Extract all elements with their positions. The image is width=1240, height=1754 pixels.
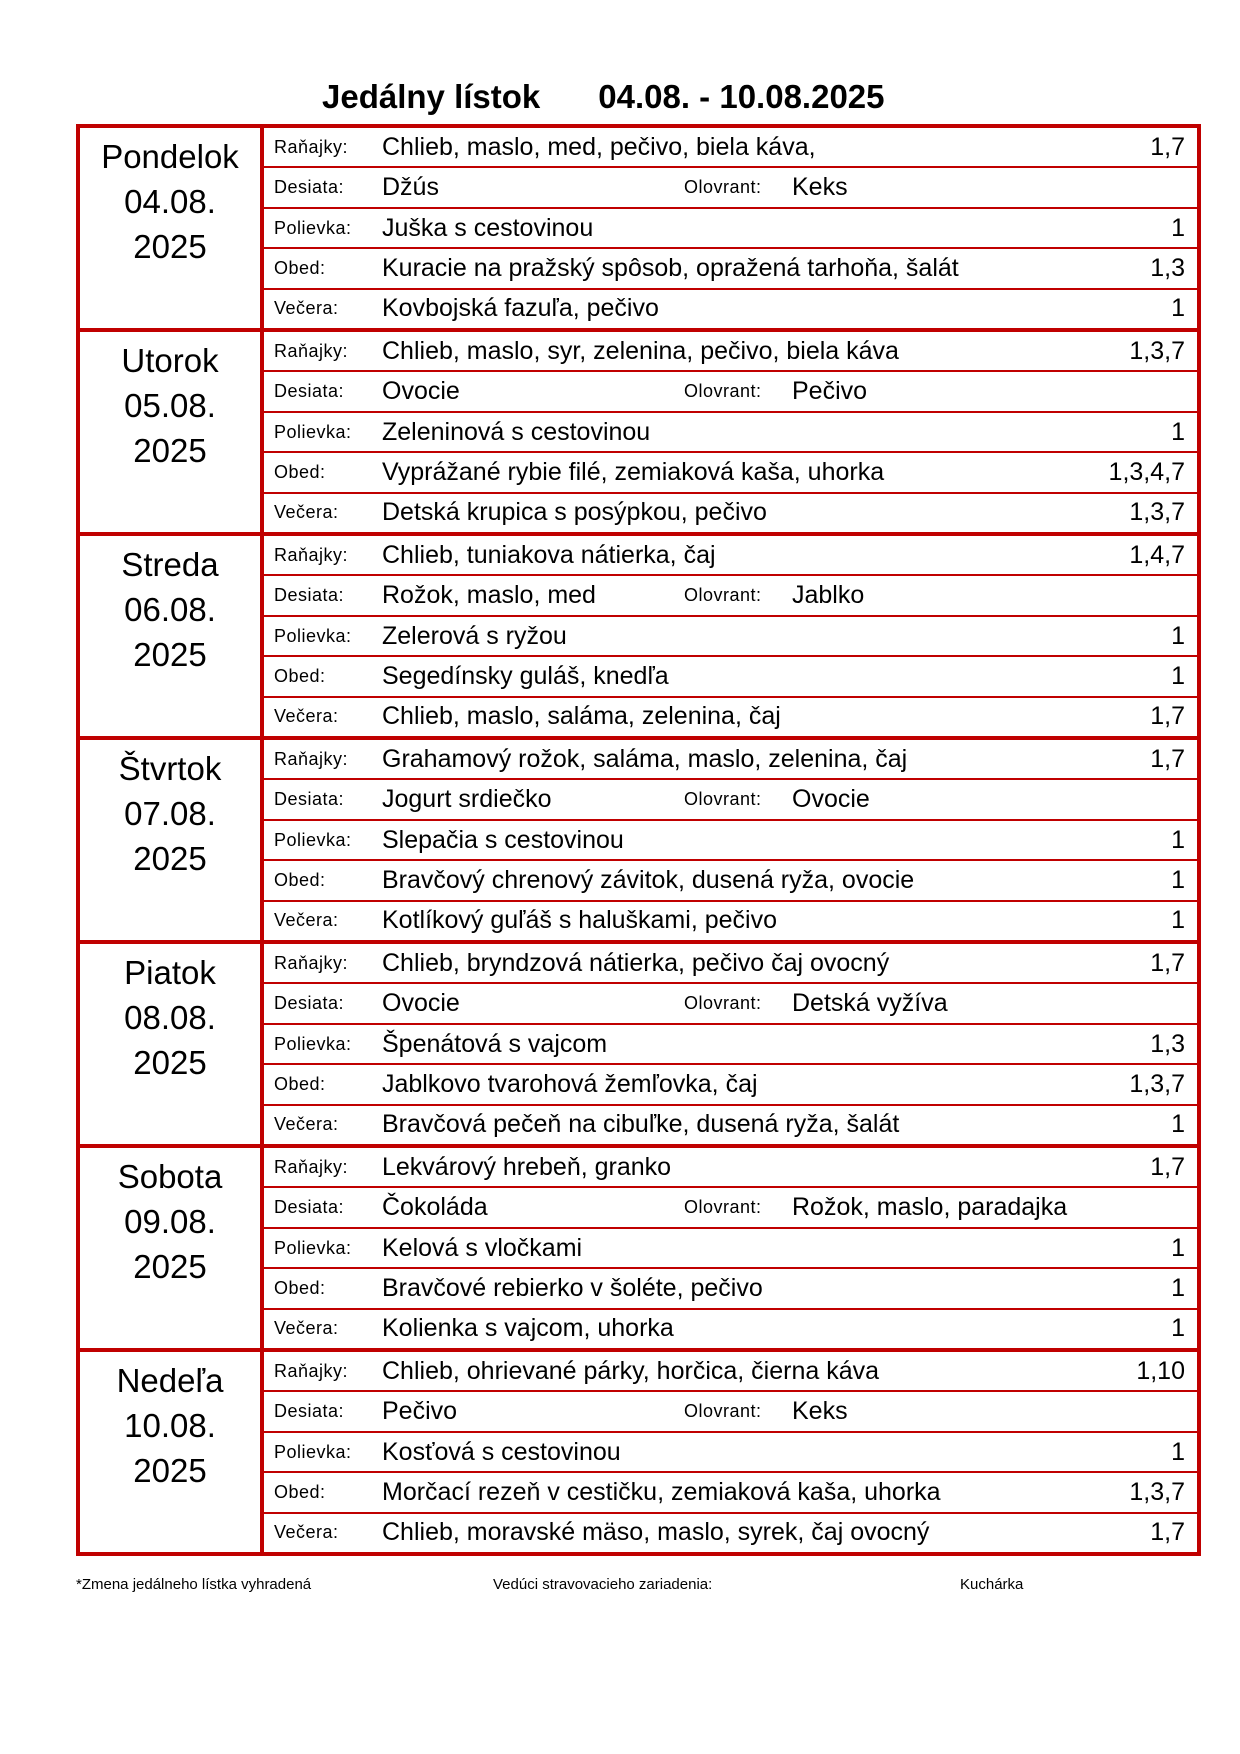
day-name: Pondelok <box>101 138 239 175</box>
meal-text: Chlieb, maslo, saláma, zelenina, čaj <box>382 702 781 731</box>
meal-row-lunch <box>264 1267 1197 1307</box>
meal-text: Chlieb, moravské mäso, maslo, syrek, čaj ovocný <box>382 1518 930 1547</box>
meal-text: Chlieb, ohrievané párky, horčica, čierna káva <box>382 1356 880 1385</box>
meal-label: Obed: <box>274 1073 326 1094</box>
day-date: 04.08. <box>124 183 216 220</box>
meal-label: Desiata: <box>274 789 345 810</box>
afternoon-snack-text: Detská vyžíva <box>792 989 948 1018</box>
footer-manager: Vedúci stravovacieho zariadenia: <box>493 1576 713 1593</box>
meal-text: Kosťová s cestovinou <box>382 1437 621 1466</box>
allergens: 1,3 <box>1150 1029 1185 1058</box>
day-name: Piatok <box>124 954 216 991</box>
day-block <box>76 124 1201 332</box>
meal-text: Bravčová pečeň na cibuľke, dusená ryža, šalát <box>382 1110 900 1139</box>
meal-row-soup <box>264 1431 1197 1471</box>
day-date: 07.08. <box>124 795 216 832</box>
allergens: 1,10 <box>1136 1356 1185 1385</box>
day-date: 06.08. <box>124 591 216 628</box>
page-title <box>322 78 885 116</box>
meal-text: Rožok, maslo, med <box>382 581 596 610</box>
meal-label: Večera: <box>274 910 339 931</box>
meal-label: Obed: <box>274 461 326 482</box>
day-name: Nedeľa <box>116 1362 224 1399</box>
meal-row-snack <box>264 370 1197 410</box>
meal-row-lunch <box>264 451 1197 491</box>
meal-text: Jogurt srdiečko <box>382 785 552 814</box>
meal-row-breakfast <box>264 536 1197 574</box>
afternoon-snack-label: Olovrant: <box>684 585 762 606</box>
day-block <box>76 940 1201 1148</box>
afternoon-snack-text: Ovocie <box>792 785 870 814</box>
afternoon-snack-label: Olovrant: <box>684 381 762 402</box>
afternoon-snack-label: Olovrant: <box>684 1197 762 1218</box>
allergens: 1,7 <box>1150 948 1185 977</box>
allergens: 1 <box>1171 1437 1185 1466</box>
meal-row-breakfast <box>264 740 1197 778</box>
allergens: 1,7 <box>1150 1518 1185 1547</box>
allergens: 1 <box>1171 825 1185 854</box>
meal-label: Večera: <box>274 706 339 727</box>
meal-text: Džús <box>382 173 439 202</box>
meal-row-dinner <box>264 492 1197 532</box>
meal-row-soup <box>264 615 1197 655</box>
allergens: 1 <box>1171 294 1185 323</box>
day-date: 05.08. <box>124 387 216 424</box>
footer-note: *Zmena jedálneho lístka vyhradená <box>76 1576 312 1593</box>
meal-row-snack <box>264 1186 1197 1226</box>
meal-label: Večera: <box>274 1114 339 1135</box>
meal-label: Desiata: <box>274 993 345 1014</box>
meal-label: Polievka: <box>274 1033 352 1054</box>
allergens: 1,3,7 <box>1129 498 1185 527</box>
meal-label: Raňajky: <box>274 952 349 973</box>
meal-text: Jablkovo tvarohová žemľovka, čaj <box>382 1069 758 1098</box>
meal-row-lunch <box>264 859 1197 899</box>
allergens: 1,4,7 <box>1129 540 1185 569</box>
menu-table <box>76 124 1201 1556</box>
meal-row-soup <box>264 1227 1197 1267</box>
allergens: 1 <box>1171 1110 1185 1139</box>
meal-row-dinner <box>264 900 1197 940</box>
allergens: 1,7 <box>1150 702 1185 731</box>
allergens: 1,7 <box>1150 1152 1185 1181</box>
day-year: 2025 <box>133 1044 207 1081</box>
meal-label: Polievka: <box>274 1237 352 1258</box>
meal-row-breakfast <box>264 944 1197 982</box>
day-block <box>76 1144 1201 1352</box>
meal-row-soup <box>264 207 1197 247</box>
day-date: 08.08. <box>124 999 216 1036</box>
meal-text: Ovocie <box>382 989 460 1018</box>
meal-text: Kotlíkový guľáš s haluškami, pečivo <box>382 906 777 935</box>
meal-row-lunch <box>264 655 1197 695</box>
meal-row-dinner <box>264 1512 1197 1552</box>
meal-text: Bravčové rebierko v šoléte, pečivo <box>382 1273 763 1302</box>
day-name: Sobota <box>117 1158 223 1195</box>
meal-text: Kovbojská fazuľa, pečivo <box>382 294 659 323</box>
meal-label: Večera: <box>274 1522 339 1543</box>
meal-row-dinner <box>264 1308 1197 1348</box>
allergens: 1,3,7 <box>1129 1069 1185 1098</box>
meal-label: Desiata: <box>274 381 345 402</box>
allergens: 1 <box>1171 1273 1185 1302</box>
day-date: 09.08. <box>124 1203 216 1240</box>
meal-row-dinner <box>264 696 1197 736</box>
day-name: Streda <box>121 546 219 583</box>
day-header <box>80 536 264 736</box>
meal-text: Lekvárový hrebeň, granko <box>382 1152 672 1181</box>
meal-text: Pečivo <box>382 1397 458 1426</box>
day-year: 2025 <box>133 1248 207 1285</box>
meal-row-snack <box>264 778 1197 818</box>
afternoon-snack-text: Pečivo <box>792 377 868 406</box>
footer-cook: Kuchárka <box>960 1576 1024 1593</box>
day-year: 2025 <box>133 1452 207 1489</box>
meal-label: Raňajky: <box>274 340 349 361</box>
meal-text: Ovocie <box>382 377 460 406</box>
meal-text: Slepačia s cestovinou <box>382 825 624 854</box>
day-name: Štvrtok <box>118 750 222 787</box>
meal-text: Chlieb, bryndzová nátierka, pečivo čaj ovocný <box>382 948 890 977</box>
day-header <box>80 1148 264 1348</box>
meal-text: Zelerová s ryžou <box>382 621 567 650</box>
meal-row-breakfast <box>264 1148 1197 1186</box>
day-year: 2025 <box>133 432 207 469</box>
meal-label: Obed: <box>274 257 326 278</box>
allergens: 1,7 <box>1150 132 1185 161</box>
meal-row-snack <box>264 1390 1197 1430</box>
afternoon-snack-label: Olovrant: <box>684 993 762 1014</box>
day-header <box>80 332 264 532</box>
meal-label: Desiata: <box>274 1197 345 1218</box>
allergens: 1 <box>1171 1314 1185 1343</box>
meal-label: Raňajky: <box>274 1360 349 1381</box>
day-year: 2025 <box>133 228 207 265</box>
meal-text: Morčací rezeň v cestičku, zemiaková kaša, uhorka <box>382 1477 941 1506</box>
meal-text: Grahamový rožok, saláma, maslo, zelenina, čaj <box>382 744 908 773</box>
day-block <box>76 328 1201 536</box>
meal-row-dinner <box>264 1104 1197 1144</box>
allergens: 1 <box>1171 621 1185 650</box>
title-dates: 04.08. - 10.08.2025 <box>598 78 885 115</box>
meal-label: Polievka: <box>274 217 352 238</box>
meal-row-snack <box>264 166 1197 206</box>
allergens: 1 <box>1171 661 1185 690</box>
meal-label: Raňajky: <box>274 1156 349 1177</box>
allergens: 1 <box>1171 213 1185 242</box>
meal-text: Chlieb, tuniakova nátierka, čaj <box>382 540 716 569</box>
meal-text: Kelová s vločkami <box>382 1233 583 1262</box>
day-header <box>80 128 264 328</box>
day-name: Utorok <box>121 342 219 379</box>
meal-text: Špenátová s vajcom <box>382 1029 608 1058</box>
meal-text: Chlieb, maslo, syr, zelenina, pečivo, biela káva <box>382 336 899 365</box>
day-year: 2025 <box>133 840 207 877</box>
allergens: 1,7 <box>1150 744 1185 773</box>
meal-row-dinner <box>264 288 1197 328</box>
afternoon-snack-text: Keks <box>792 173 848 202</box>
meal-label: Desiata: <box>274 177 345 198</box>
meal-label: Polievka: <box>274 421 352 442</box>
day-header <box>80 944 264 1144</box>
allergens: 1 <box>1171 417 1185 446</box>
meal-text: Chlieb, maslo, med, pečivo, biela káva, <box>382 132 816 161</box>
meal-text: Kuracie na pražský spôsob, opražená tarhoňa, šalát <box>382 253 959 282</box>
meal-row-lunch <box>264 1471 1197 1511</box>
allergens: 1 <box>1171 865 1185 894</box>
meal-text: Kolienka s vajcom, uhorka <box>382 1314 674 1343</box>
allergens: 1,3,4,7 <box>1108 457 1185 486</box>
meal-row-soup <box>264 819 1197 859</box>
meal-label: Obed: <box>274 869 326 890</box>
meal-row-lunch <box>264 247 1197 287</box>
day-block <box>76 532 1201 740</box>
meal-label: Obed: <box>274 665 326 686</box>
meal-label: Obed: <box>274 1277 326 1298</box>
meal-text: Detská krupica s posýpkou, pečivo <box>382 498 767 527</box>
day-date: 10.08. <box>124 1407 216 1444</box>
meal-row-snack <box>264 982 1197 1022</box>
meal-label: Večera: <box>274 502 339 523</box>
afternoon-snack-label: Olovrant: <box>684 177 762 198</box>
meal-row-soup <box>264 411 1197 451</box>
meal-text: Juška s cestovinou <box>382 213 594 242</box>
meal-text: Segedínsky guláš, knedľa <box>382 661 669 690</box>
meal-text: Čokoláda <box>382 1193 488 1222</box>
meal-label: Večera: <box>274 298 339 319</box>
day-year: 2025 <box>133 636 207 673</box>
allergens: 1,3,7 <box>1129 1477 1185 1506</box>
afternoon-snack-text: Jablko <box>792 581 865 610</box>
meal-row-breakfast <box>264 332 1197 370</box>
meal-text: Bravčový chrenový závitok, dusená ryža, ovocie <box>382 865 915 894</box>
allergens: 1 <box>1171 1233 1185 1262</box>
afternoon-snack-label: Olovrant: <box>684 789 762 810</box>
day-header <box>80 740 264 940</box>
allergens: 1,3 <box>1150 253 1185 282</box>
meal-text: Zeleninová s cestovinou <box>382 417 651 446</box>
meal-label: Obed: <box>274 1481 326 1502</box>
meal-row-snack <box>264 574 1197 614</box>
meal-label: Polievka: <box>274 829 352 850</box>
meal-label: Polievka: <box>274 1441 352 1462</box>
afternoon-snack-label: Olovrant: <box>684 1401 762 1422</box>
meal-row-soup <box>264 1023 1197 1063</box>
meal-label: Desiata: <box>274 1401 345 1422</box>
meal-label: Raňajky: <box>274 748 349 769</box>
allergens: 1 <box>1171 906 1185 935</box>
day-header <box>80 1352 264 1552</box>
title-text: Jedálny lístok <box>322 78 541 115</box>
meal-text: Vyprážané rybie filé, zemiaková kaša, uhorka <box>382 457 885 486</box>
day-block <box>76 1348 1201 1556</box>
meal-label: Raňajky: <box>274 136 349 157</box>
afternoon-snack-text: Keks <box>792 1397 848 1426</box>
day-block <box>76 736 1201 944</box>
meal-label: Raňajky: <box>274 544 349 565</box>
meal-label: Polievka: <box>274 625 352 646</box>
meal-row-breakfast <box>264 128 1197 166</box>
meal-row-breakfast <box>264 1352 1197 1390</box>
meal-label: Desiata: <box>274 585 345 606</box>
meal-row-lunch <box>264 1063 1197 1103</box>
allergens: 1,3,7 <box>1129 336 1185 365</box>
meal-label: Večera: <box>274 1318 339 1339</box>
afternoon-snack-text: Rožok, maslo, paradajka <box>792 1193 1068 1222</box>
